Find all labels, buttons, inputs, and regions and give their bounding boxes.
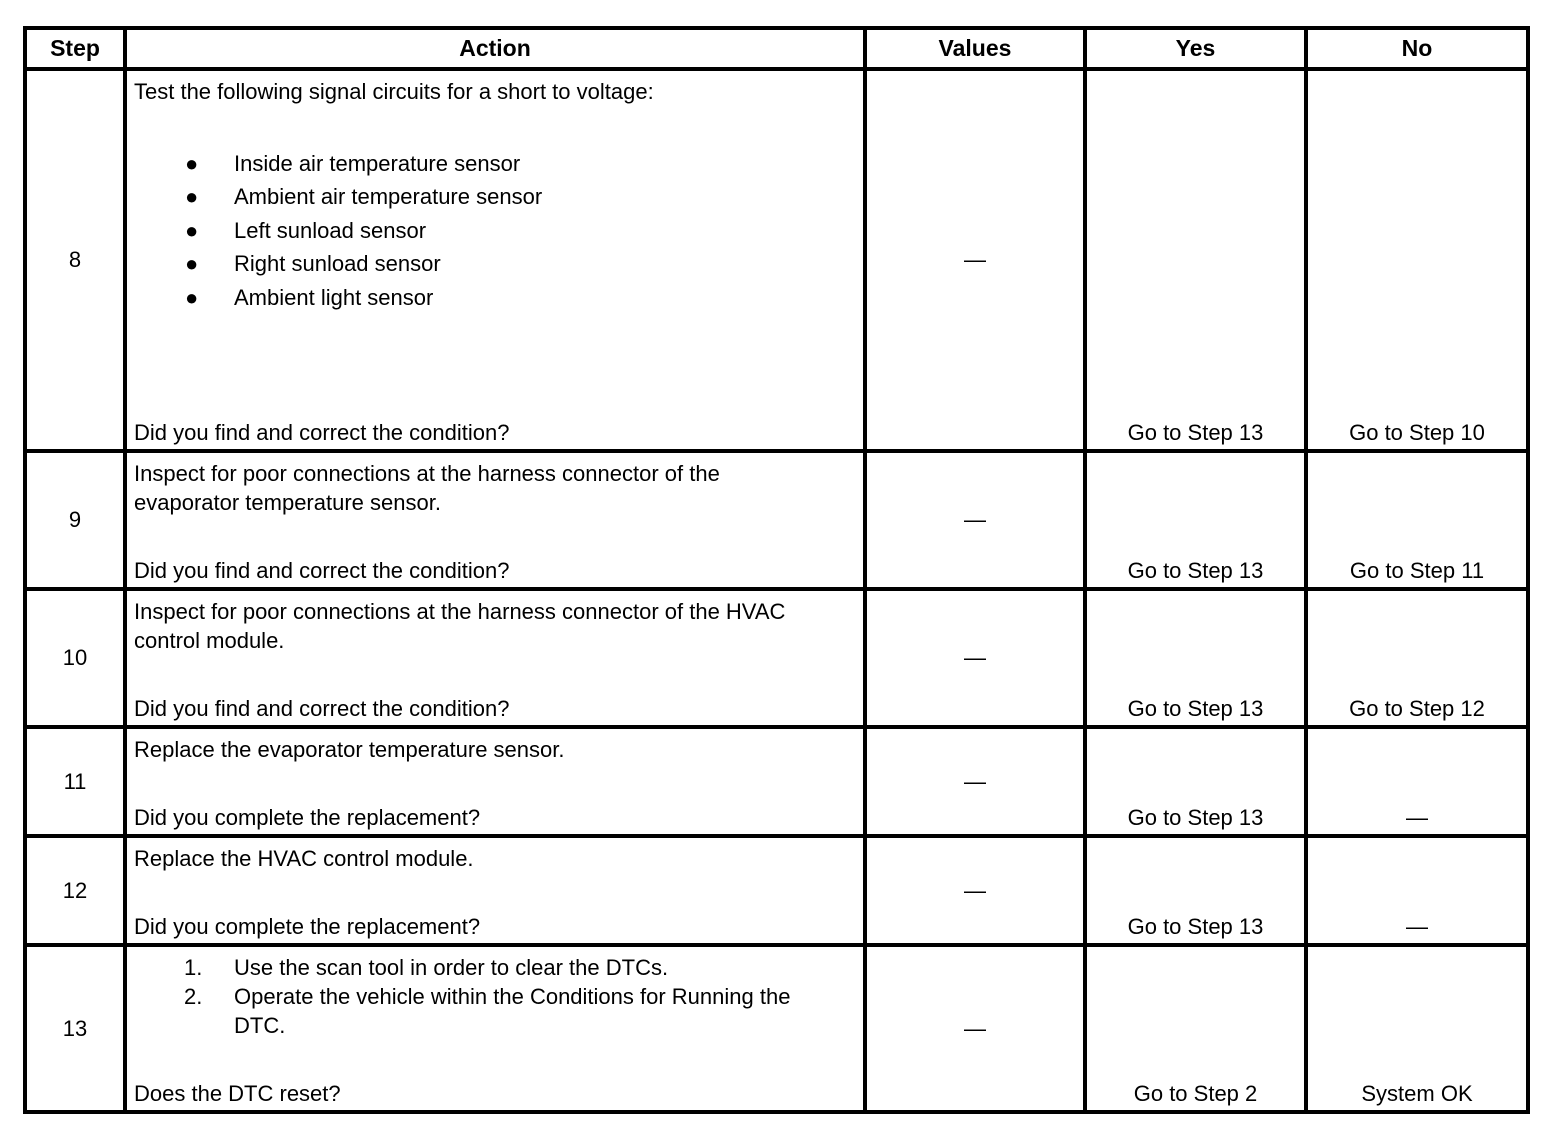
action-question: Did you complete the replacement? bbox=[134, 805, 481, 830]
header-values: Values bbox=[865, 28, 1085, 69]
bullet-icon: ● bbox=[185, 251, 199, 277]
list-item: ● Right sunload sensor bbox=[134, 247, 857, 280]
bullet-icon: ● bbox=[185, 284, 199, 310]
no-result: — bbox=[1406, 914, 1428, 939]
list-item: 2. Operate the vehicle within the Conditions for Running the DTC. bbox=[184, 984, 791, 1038]
yes-cell bbox=[1085, 836, 1306, 945]
table-row bbox=[25, 836, 1528, 945]
step-number: 12 bbox=[25, 836, 125, 945]
table-row bbox=[25, 69, 1528, 451]
list-item: ● Ambient light sensor bbox=[134, 281, 857, 314]
list-number: 2. bbox=[184, 984, 203, 1009]
table-row bbox=[25, 727, 1528, 836]
no-result: Go to Step 10 bbox=[1349, 420, 1485, 445]
list-number: 1. bbox=[184, 955, 203, 980]
yes-cell bbox=[1085, 589, 1306, 727]
list-item: ● Ambient air temperature sensor bbox=[134, 180, 857, 213]
bullet-icon: ● bbox=[185, 184, 199, 210]
action-cell bbox=[125, 836, 865, 945]
action-cell bbox=[125, 589, 865, 727]
yes-result: Go to Step 2 bbox=[1133, 1081, 1258, 1106]
action-question: Did you complete the replacement? bbox=[134, 914, 481, 939]
values-cell: — bbox=[865, 69, 1085, 451]
yes-cell bbox=[1085, 945, 1306, 1112]
values-cell: — bbox=[865, 836, 1085, 945]
table-row bbox=[25, 589, 1528, 727]
action-text: Replace the evaporator temperature sensor. bbox=[134, 737, 565, 762]
action-question: Did you find and correct the condition? bbox=[134, 420, 510, 445]
bullet-icon: ● bbox=[185, 217, 199, 243]
bullet-icon: ● bbox=[185, 151, 199, 176]
no-result: Go to Step 11 bbox=[1349, 558, 1485, 583]
no-cell bbox=[1306, 836, 1528, 945]
no-result: System OK bbox=[1361, 1081, 1473, 1106]
action-text: Inspect for poor connections at the harness connector of the HVAC control module. bbox=[134, 599, 786, 653]
action-text: Replace the HVAC control module. bbox=[134, 846, 474, 871]
yes-result: Go to Step 13 bbox=[1127, 420, 1264, 445]
header-step: Step bbox=[25, 28, 125, 69]
action-cell bbox=[125, 69, 865, 451]
yes-cell bbox=[1085, 727, 1306, 836]
yes-cell bbox=[1085, 69, 1306, 451]
step-number: 8 bbox=[25, 69, 125, 451]
no-cell bbox=[1306, 589, 1528, 727]
no-cell bbox=[1306, 69, 1528, 451]
yes-result: Go to Step 13 bbox=[1127, 696, 1264, 721]
action-intro: Test the following signal circuits for a short to voltage: bbox=[134, 79, 654, 104]
circuit-list bbox=[134, 147, 857, 314]
diagnostic-table bbox=[23, 26, 1530, 1114]
values-cell: — bbox=[865, 589, 1085, 727]
action-question: Did you find and correct the condition? bbox=[134, 696, 510, 721]
action-question: Did you find and correct the condition? bbox=[134, 558, 510, 583]
values-cell: — bbox=[865, 727, 1085, 836]
step-number: 10 bbox=[25, 589, 125, 727]
action-question: Does the DTC reset? bbox=[134, 1081, 341, 1106]
list-item: ● Inside air temperature sensor bbox=[134, 147, 857, 180]
list-item: 1. Use the scan tool in order to clear the DTCs. bbox=[184, 955, 669, 980]
header-row bbox=[25, 28, 1528, 69]
header-action: Action bbox=[125, 28, 865, 69]
no-cell bbox=[1306, 945, 1528, 1112]
action-text: Inspect for poor connections at the harness connector of the evaporator temperature sensor. bbox=[134, 461, 720, 515]
no-result: Go to Step 12 bbox=[1349, 696, 1485, 721]
yes-cell bbox=[1085, 451, 1306, 589]
no-cell bbox=[1306, 451, 1528, 589]
header-no: No bbox=[1306, 28, 1528, 69]
action-cell bbox=[125, 727, 865, 836]
values-cell: — bbox=[865, 451, 1085, 589]
step-number: 9 bbox=[25, 451, 125, 589]
yes-result: Go to Step 13 bbox=[1127, 805, 1264, 830]
step-number: 11 bbox=[25, 727, 125, 836]
action-cell bbox=[125, 945, 865, 1112]
list-item: ● Left sunload sensor bbox=[134, 214, 857, 247]
no-cell bbox=[1306, 727, 1528, 836]
header-yes: Yes bbox=[1085, 28, 1306, 69]
table-row bbox=[25, 451, 1528, 589]
action-cell bbox=[125, 451, 865, 589]
yes-result: Go to Step 13 bbox=[1127, 914, 1264, 939]
procedure-list bbox=[134, 953, 857, 1040]
yes-result: Go to Step 13 bbox=[1127, 558, 1264, 583]
no-result: — bbox=[1406, 805, 1428, 830]
table-row bbox=[25, 945, 1528, 1112]
step-number: 13 bbox=[25, 945, 125, 1112]
values-cell: — bbox=[865, 945, 1085, 1112]
